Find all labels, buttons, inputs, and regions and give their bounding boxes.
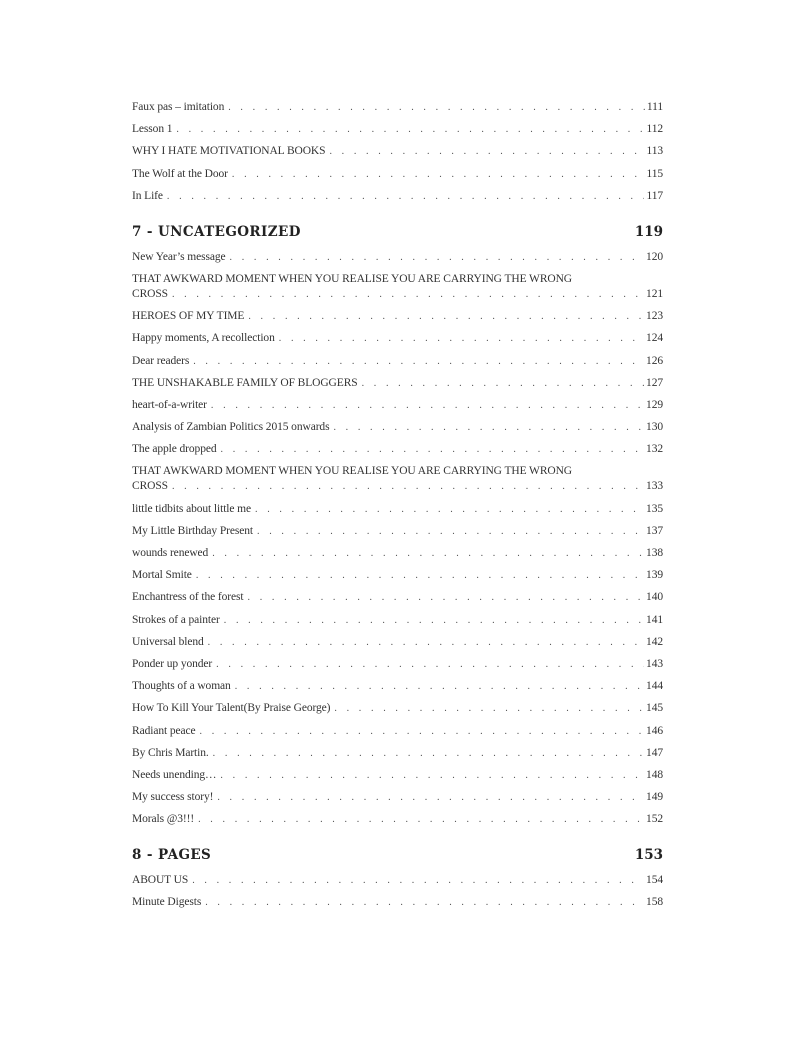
dot-leader — [224, 613, 644, 628]
chapter-title: 7 - UNCATEGORIZED — [132, 223, 301, 240]
toc-entry-page: 120 — [646, 250, 663, 263]
dot-leader — [255, 502, 644, 517]
toc-entry-title: Morals @3!!! — [132, 813, 195, 826]
toc-entry[interactable] — [132, 354, 663, 369]
toc-entry[interactable] — [132, 590, 663, 605]
toc-entry[interactable] — [132, 464, 663, 494]
toc-entry[interactable] — [132, 309, 663, 324]
toc-entry-page: 117 — [646, 189, 663, 202]
toc-entry[interactable] — [132, 635, 663, 650]
toc-entry[interactable] — [132, 724, 663, 739]
dot-leader — [235, 679, 644, 694]
toc-entry-title: little tidbits about little me — [132, 502, 252, 515]
toc-entry-page: 132 — [646, 443, 663, 456]
dot-leader — [205, 895, 644, 910]
toc-entry[interactable] — [132, 746, 663, 761]
toc-entry-title: Faux pas – imitation — [132, 101, 225, 113]
dot-leader — [167, 189, 645, 204]
toc-entry-page: 129 — [646, 398, 663, 411]
toc-entry-title: Lesson 1 — [132, 123, 173, 136]
toc-entry-title: heart-of-a-writer — [132, 398, 207, 411]
toc-entry-title: Enchantress of the forest — [132, 591, 244, 604]
toc-entry[interactable] — [132, 701, 663, 716]
toc-entry-page: 126 — [646, 354, 663, 367]
toc-entry-page: 146 — [646, 724, 663, 737]
dot-leader — [211, 398, 644, 413]
toc-entry-title: The Wolf at the Door — [132, 167, 228, 180]
toc-entry-title: My Little Birthday Present — [132, 524, 254, 537]
toc-entry-title: In Life — [132, 189, 163, 202]
dot-leader — [212, 546, 644, 561]
dot-leader — [248, 309, 644, 324]
toc-entry[interactable] — [132, 189, 663, 204]
toc-entry[interactable] — [132, 122, 663, 137]
toc-entry[interactable] — [132, 613, 663, 628]
dot-leader — [248, 590, 645, 605]
dot-leader — [220, 768, 644, 783]
toc-entry-page: 140 — [646, 591, 663, 604]
toc-entry-title: Analysis of Zambian Politics 2015 onwards — [132, 421, 330, 434]
toc-entry[interactable] — [132, 546, 663, 561]
toc-entry-page: 113 — [646, 145, 663, 158]
toc-entry-page: 111 — [646, 101, 663, 113]
dot-leader — [216, 657, 644, 672]
dot-leader — [217, 790, 644, 805]
toc-entry-page: 135 — [646, 502, 663, 515]
toc-entry-page: 142 — [646, 635, 663, 648]
dot-leader — [329, 144, 644, 159]
toc-entry[interactable] — [132, 679, 663, 694]
dot-leader — [221, 442, 645, 457]
toc-entry[interactable] — [132, 657, 663, 672]
chapter-title: 8 - PAGES — [132, 847, 212, 864]
toc-entry-page: 115 — [646, 167, 663, 180]
toc-entry-page: 143 — [646, 657, 663, 670]
toc-entry[interactable] — [132, 812, 663, 827]
chapter-page: 119 — [634, 223, 663, 240]
toc-entry[interactable] — [132, 502, 663, 517]
toc-entry[interactable] — [132, 144, 663, 159]
toc-entry-title: Ponder up yonder — [132, 657, 213, 670]
toc-entry-page: 145 — [646, 702, 663, 715]
toc-entry-page: 149 — [646, 791, 663, 804]
toc-entry-title: New Year’s message — [132, 250, 226, 263]
toc-entry-title: Universal blend — [132, 635, 204, 648]
toc-entry-title: Mortal Smite — [132, 569, 192, 582]
toc-entry-title: By Chris Martin. — [132, 746, 209, 759]
toc-entry-page: 144 — [646, 680, 663, 693]
toc-entry-title: WHY I HATE MOTIVATIONAL BOOKS — [132, 145, 326, 158]
dot-leader — [192, 873, 644, 888]
toc-entry[interactable] — [132, 568, 663, 583]
toc-entry[interactable] — [132, 524, 663, 539]
toc-entry-title-line1: THAT AWKWARD MOMENT WHEN YOU REALISE YOU ARE CARRYING THE WRONG — [132, 272, 572, 285]
toc-entry[interactable] — [132, 873, 663, 888]
dot-leader — [228, 100, 645, 115]
dot-leader — [279, 331, 644, 346]
toc-entry-page: 139 — [646, 569, 663, 582]
toc-entry-page: 127 — [646, 376, 663, 389]
dot-leader — [334, 701, 644, 716]
toc-entry-title: CROSS — [132, 287, 168, 300]
toc-entry-page: 137 — [646, 524, 663, 537]
toc-entry[interactable] — [132, 768, 663, 783]
dot-leader — [193, 354, 644, 369]
toc-entry-page: 130 — [646, 421, 663, 434]
toc-entry[interactable] — [132, 790, 663, 805]
toc-entry[interactable] — [132, 398, 663, 413]
toc-entry-title: Needs unending… — [132, 768, 217, 781]
toc-entry[interactable] — [132, 272, 663, 302]
toc-entry-title: Strokes of a painter — [132, 613, 220, 626]
toc-entry-title-line1: THAT AWKWARD MOMENT WHEN YOU REALISE YOU ARE CARRYING THE WRONG — [132, 465, 572, 478]
toc-entry-title: Happy moments, A recollection — [132, 332, 275, 345]
toc-entry[interactable] — [132, 250, 663, 265]
toc-entry-page: 158 — [646, 896, 663, 909]
toc-entry-page: 124 — [646, 332, 663, 345]
dot-leader — [176, 122, 644, 137]
toc-entry-title: wounds renewed — [132, 547, 209, 559]
toc-entry-title: The apple dropped — [132, 443, 217, 456]
toc-entry[interactable] — [132, 376, 663, 391]
dot-leader — [257, 524, 644, 539]
toc-group-pages — [132, 873, 663, 910]
toc-entry[interactable] — [132, 895, 663, 910]
toc-group-uncategorized — [132, 250, 663, 828]
toc-entry-title: Thoughts of a woman — [132, 680, 231, 693]
chapter-page: 153 — [634, 847, 663, 864]
toc-entry-page: 148 — [646, 768, 663, 781]
toc-entry-page: 154 — [646, 874, 663, 887]
dot-leader — [230, 250, 645, 265]
toc-entry[interactable] — [132, 167, 663, 182]
toc-entry-title: ABOUT US — [132, 874, 189, 887]
dot-leader — [362, 376, 644, 391]
dot-leader — [200, 724, 645, 739]
toc-entry-page: 152 — [646, 813, 663, 826]
chapter-heading[interactable] — [132, 847, 663, 863]
toc-entry-page: 141 — [646, 613, 663, 626]
toc-entry-title: Radiant peace — [132, 724, 196, 737]
toc-entry[interactable] — [132, 420, 663, 435]
dot-leader — [232, 167, 645, 182]
table-of-contents — [132, 100, 663, 918]
toc-entry-title: THE UNSHAKABLE FAMILY OF BLOGGERS — [132, 376, 358, 389]
toc-entry-title: Minute Digests — [132, 896, 202, 909]
toc-entry-page: 138 — [646, 547, 663, 559]
toc-entry-page: 133 — [646, 480, 663, 493]
toc-entry-page: 123 — [646, 310, 663, 323]
toc-entry[interactable] — [132, 331, 663, 346]
dot-leader — [333, 420, 644, 435]
toc-entry-title: How To Kill Your Talent(By Praise George) — [132, 702, 331, 715]
toc-entry-title: Dear readers — [132, 354, 190, 367]
dot-leader — [196, 568, 644, 583]
toc-entry[interactable] — [132, 442, 663, 457]
toc-entry-title: My success story! — [132, 791, 214, 804]
toc-entry-page: 121 — [646, 287, 663, 300]
toc-group-pre — [132, 100, 663, 204]
toc-entry-title: CROSS — [132, 480, 168, 493]
toc-entry[interactable] — [132, 100, 663, 115]
dot-leader — [172, 479, 644, 494]
toc-entry-page: 112 — [646, 123, 663, 136]
dot-leader — [198, 812, 644, 827]
toc-entry-page: 147 — [646, 746, 663, 759]
dot-leader — [172, 287, 644, 302]
dot-leader — [213, 746, 644, 761]
dot-leader — [208, 635, 644, 650]
chapter-heading[interactable] — [132, 224, 663, 240]
toc-entry-title: HEROES OF MY TIME — [132, 310, 245, 323]
